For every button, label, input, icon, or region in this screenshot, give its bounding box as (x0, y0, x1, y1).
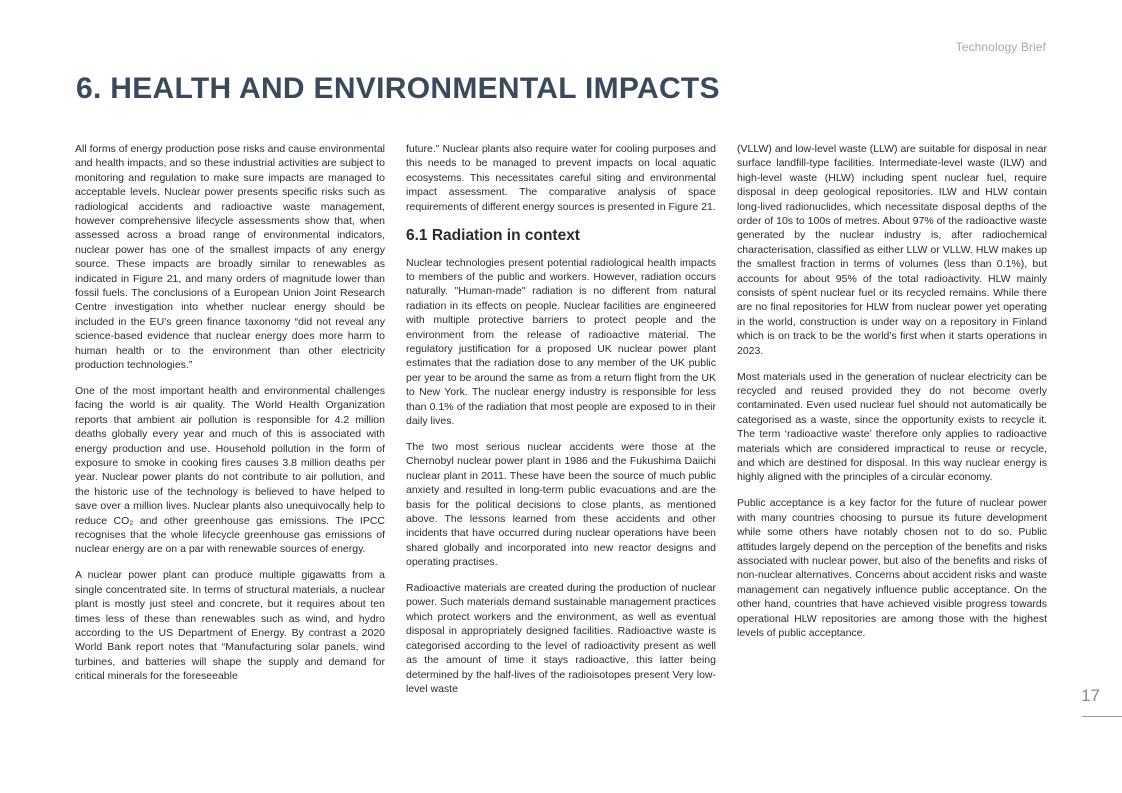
column-right (737, 142, 1047, 640)
column-middle (406, 142, 716, 696)
paragraph: The two most serious nuclear accidents were those at the Chernobyl nuclear power plant in 1986 and the Fukushima Daiichi nuclear plant in 2011. These have been the source of much public anxiety and resulted in long-term public evacuations and are the basis for the political decisions to close plants, as mentioned above. The lessons learned from these accidents and other incidents that have occurred during nuclear operations have been shared globally and incorporated into new reactor designs and operating practises. (406, 440, 716, 569)
page-number-rule (1082, 716, 1122, 717)
column-left (75, 142, 385, 712)
paragraph: future.” Nuclear plants also require water for cooling purposes and this needs to be managed to prevent impacts on local aquatic ecosystems. This necessitates careful siting and environmental impact assessment. The comparative analysis of space requirements of different energy sources is presented in Figure 21. (406, 143, 716, 213)
header-label: Technology Brief (955, 40, 1046, 54)
page-number: 17 (1081, 686, 1100, 705)
paragraph: Public acceptance is a key factor for the future of nuclear power with many countries choosing to pursue its future development while some others have notably chosen not to do so. Public attitudes largely depend on the perception of the benefits and risks associated with nuclear power, but also of the benefits and risks of non-nuclear alternatives. Concerns about accident risks and waste management can negatively influence public acceptance. On the other hand, countries that have achieved visible progress towards operational HLW repositories are among those with the highest levels of public acceptance. (737, 497, 1047, 639)
paragraph: Radioactive materials are created during the production of nuclear power. Such materials demand sustainable management practices which protect workers and the environment, as well as eventual disposal in appropriately designed facilities. Radioactive waste is categorised according to the level of radioactivity present as well as the amount of time it stays radioactive, this latter being determined by the half-lives of the radioisotopes present Very low-level waste (406, 582, 716, 695)
page-title: 6. HEALTH AND ENVIRONMENTAL IMPACTS (76, 72, 720, 105)
paragraph: Most materials used in the generation of nuclear electricity can be recycled and reused provided they do not become overly contaminated. Even used nuclear fuel should not automatically be categorised as a waste, since the opportunity exists to recycle it. The term ‘radioactive waste’ therefore only applies to radioactive materials which are considered impractical to reuse or recycle, and which are destined for disposal. In this way nuclear energy is highly aligned with the principles of a circular economy. (737, 370, 1047, 484)
paragraph: (VLLW) and low-level waste (LLW) are suitable for disposal in near surface landfill-type facilities. Intermediate-level waste (ILW) and high-level waste (HLW) including spent nuclear fuel, require disposal in deep geological repositories. ILW and HLW contain long-lived radionuclides, which necessitate disposal depths of the order of 10s to 100s of metres. About 97% of the radioactive waste generated by the nuclear industry is, after radiochemical characterisation, classified as either LLW or VLLW. HLW makes up the smallest fraction in terms of volumes (less than 0.1%), but accounts for about 95% of the total radioactivity. HLW mainly consists of spent nuclear fuel or its recycled remains. While there are no final repositories for HLW from nuclear power yet operating in the world, construction is under way on a repository in Finland which is on track to be the world’s first when it starts operations in 2023. (737, 143, 1047, 357)
paragraph: Nuclear technologies present potential radiological health impacts to members of the public and workers. However, radiation occurs naturally. "Human-made" radiation is no different from natural radiation in its effects on people. Nuclear facilities are engineered with multiple protective barriers to protect people and the environment from the release of radioactive material. The regulatory justification for a proposed UK nuclear power plant estimates that the radiation dose to any member of the UK public per year to be around the same as from a return flight from the UK to New York. The nuclear energy industry is responsible for less than 0.1% of the radiation that most people are exposed to in their daily lives. (406, 256, 716, 427)
paragraph: One of the most important health and environmental challenges facing the world is air quality. The World Health Organization reports that ambient air pollution is responsible for 4.2 million deaths globally every year and much of this is associated with energy production and use. Household pollution in the form of exposure to smoke in cooking fires causes 3.8 million deaths per year. Nuclear power plants do not contribute to air pollution, and the historic use of the technology is believed to have helped to save over a million lives. Nuclear plants also unequivocally help to reduce CO₂ and other greenhouse gas emissions. The IPCC recognises that the whole lifecycle greenhouse gas emissions of nuclear energy are on a par with renewable sources of energy. (75, 385, 385, 556)
section-heading: 6.1 Radiation in context (406, 226, 580, 244)
paragraph: All forms of energy production pose risks and cause environmental and health impacts, and so these industrial activities are subject to monitoring and regulation to make sure impacts are managed to acceptable levels. Nuclear power presents specific risks such as radiological accidents and radioactive waste management, however comprehensive lifecycle assessments show that, when assessed across a broad range of environmental indicators, nuclear power has one of the smallest impacts of any energy source. These impacts are broadly similar to renewables as indicated in Figure 21, and many orders of magnitude lower than fossil fuels. The conclusions of a European Union Joint Research Centre investigation into whether nuclear energy should be included in the EU’s green finance taxonomy “did not reveal any science-based evidence that nuclear energy does more harm to human health or to the environment than other electricity production technologies.” (75, 143, 385, 372)
paragraph: A nuclear power plant can produce multiple gigawatts from a single concentrated site. In terms of structural materials, a nuclear plant is mostly just steel and concrete, but it requires about ten times less of these than renewables such as wind, and hydro according to the US Department of Energy. By contrast a 2020 World Bank report notes that “Manufacturing solar panels, wind turbines, and batteries will shape the supply and demand for critical minerals for the foreseeable (75, 569, 385, 683)
